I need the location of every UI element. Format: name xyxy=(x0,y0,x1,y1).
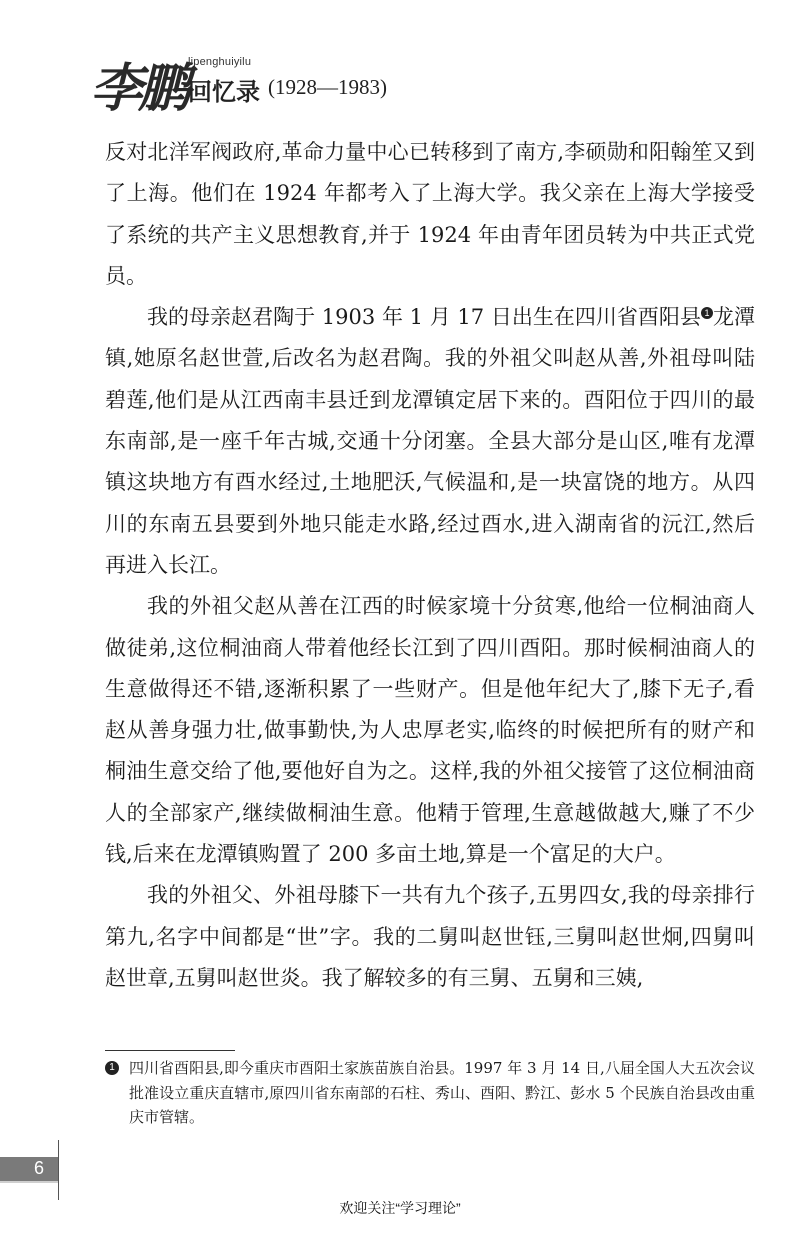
paragraph-1: 反对北洋军阀政府,革命力量中心已转移到了南方,李硕勋和阳翰笙又到了上海。他们在 1924 年都考入了上海大学。我父亲在上海大学接受了系统的共产主义思想教育,并于 1924 年由青年团员转为中共正式党员。 xyxy=(105,140,755,288)
footnote-mark-icon: 1 xyxy=(105,1061,119,1075)
footnote-ref-icon[interactable]: 1 xyxy=(701,307,713,319)
bottom-caption: 欢迎关注“学习理论” xyxy=(339,1200,461,1216)
footnote-divider xyxy=(105,1050,235,1051)
paragraph-2-after: 龙潭镇,她原名赵世萱,后改名为赵君陶。我的外祖父叫赵从善,外祖母叫陆碧莲,他们是从江西南丰县迁到龙潭镇定居下来的。酉阳位于四川的最东南部,是一座千年古城,交通十分闭塞。全县大部分是山区,唯有龙潭镇这块地方有酉水经过,土地肥沃,气候温和,是一块富饶的地方。从四川的东南五县要到外地只能走水路,经过酉水,进入湖南省的沅江,然后再进入长江。 xyxy=(105,305,755,577)
paragraph-2 xyxy=(105,297,755,586)
book-years: (1928—1983) xyxy=(268,75,387,99)
page-edge-line xyxy=(58,1140,59,1200)
body-text xyxy=(105,132,755,999)
footnote-text: 四川省酉阳县,即今重庆市酉阳土家族苗族自治县。1997 年 3 月 14 日,八届全国人大五次会议批准设立重庆直辖市,原四川省东南部的石柱、秀山、酉阳、黔江、彭水 5 个民族自治县改由重庆市管辖。 xyxy=(129,1059,755,1126)
page-number-tab xyxy=(0,1157,58,1181)
book-title: 回忆录 xyxy=(188,77,260,106)
calligraphy-logo: 李鹏 xyxy=(87,58,199,119)
header-pinyin: lipenghuiyilu xyxy=(188,56,252,68)
paragraph-4: 我的外祖父、外祖母膝下一共有九个孩子,五男四女,我的母亲排行第九,名字中间都是“世”字。我的二舅叫赵世钰,三舅叫赵世炯,四舅叫赵世章,五舅叫赵世炎。我了解较多的有三舅、五舅和三姨, xyxy=(105,883,755,990)
page-number: 6 xyxy=(33,1158,44,1178)
footnote xyxy=(105,1056,755,1130)
paragraph-2-before: 我的母亲赵君陶于 1903 年 1 月 17 日出生在四川省酉阳县 xyxy=(147,305,701,330)
paragraph-3: 我的外祖父赵从善在江西的时候家境十分贫寒,他给一位桐油商人做徒弟,这位桐油商人带着他经长江到了四川酉阳。那时候桐油商人的生意做得还不错,逐渐积累了一些财产。但是他年纪大了,膝下无子,看赵从善身强力壮,做事勤快,为人忠厚老实,临终的时候把所有的财产和桐油生意交给了他,要他好自为之。这样,我的外祖父接管了这位桐油商人的全部家产,继续做桐油生意。他精于管理,生意越做越大,赚了不少钱,后来在龙潭镇购置了 200 多亩土地,算是一个富足的大户。 xyxy=(105,594,755,867)
